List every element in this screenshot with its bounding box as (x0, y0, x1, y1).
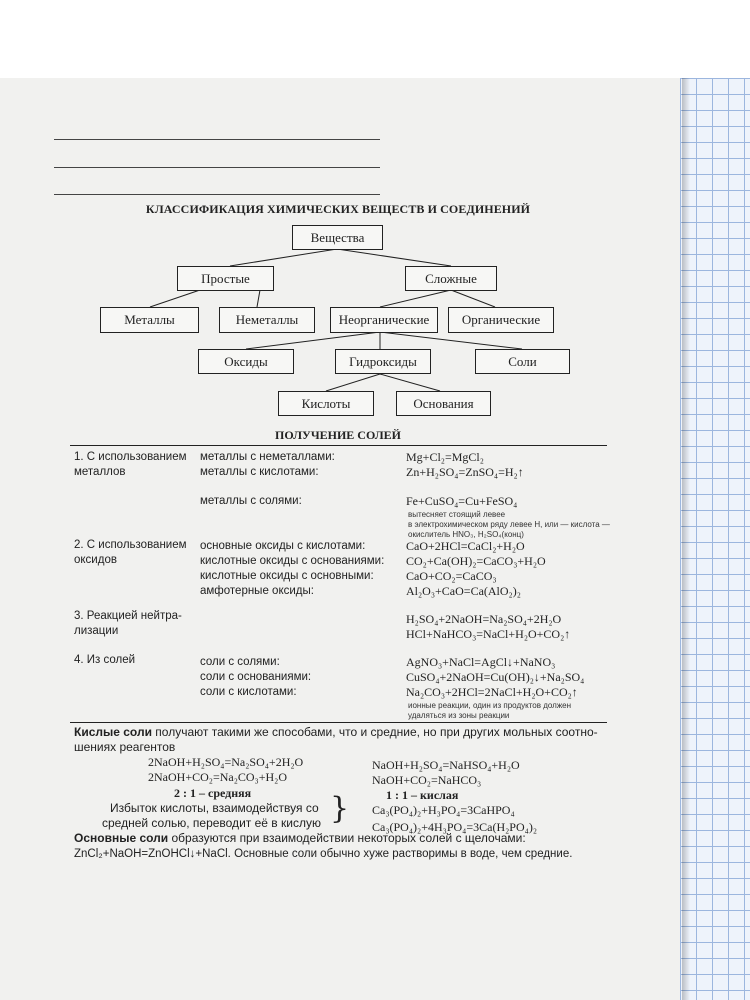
acid-salts-right-eq-3: Ca₃(PO₄)₂+H₃PO₄=3CaHPO₄ (372, 803, 515, 817)
node-organic: Органические (448, 307, 554, 333)
node-metals: Металлы (100, 307, 199, 333)
acid-salts-right-eq-4: Ca₃(PO₄)₂+4H₃PO₄=3Ca(H₂PO₄)₂ (372, 820, 537, 834)
basic-salts-paragraph (74, 831, 526, 846)
method-2-desc-4: амфотерные оксиды: (200, 585, 314, 597)
page-title: КЛАССИФИКАЦИЯ ХИМИЧЕСКИХ ВЕЩЕСТВ И СОЕДИНЕНИЙ (145, 202, 531, 216)
ratio-acidic: 1 : 1 – кислая (386, 788, 459, 802)
ratio-medium: 2 : 1 – средняя (174, 786, 252, 800)
method-1-desc-2: металлы с кислотами: (200, 466, 319, 478)
method-2-desc-3: кислотные оксиды с основными: (200, 570, 374, 582)
basic-salts-text: образуются при взаимодействии некоторых солей с щелочами: (168, 831, 526, 845)
method-1-desc-1: металлы с неметаллами: (200, 451, 335, 463)
method-1-name: 1. С использованием (74, 451, 187, 463)
method-2-name: 2. С использованием (74, 539, 187, 551)
excess-acid-text-1: Избыток кислоты, взаимодействуя со (110, 801, 319, 815)
section-title-salts: ПОЛУЧЕНИЕ СОЛЕЙ (275, 428, 401, 442)
method-4-note-1: ионные реакции, один из продуктов должен (408, 701, 572, 710)
acid-salts-text: получают такими же способами, что и средние, но при других мольных соотно- (151, 725, 598, 739)
method-4-formula-1: AgNO₃+NaCl=AgCl↓+NaNO₃ (406, 655, 556, 669)
node-salts: Соли (475, 349, 570, 374)
acid-salts-left-eq-2: 2NaOH+CO₂=Na₂CO₃+H₂O (148, 770, 288, 784)
method-2-formula-1: CaO+2HCl=CaCl₂+H₂O (406, 539, 525, 553)
method-1-formula-2: Zn+H₂SO₄=ZnSO₄=H₂↑ (406, 465, 524, 479)
method-4-note-2: удаляться из зоны реакции (408, 711, 510, 720)
node-substances: Вещества (292, 225, 383, 250)
method-1-formula-3: Fe+CuSO₄=Cu+FeSO₄ (406, 494, 518, 508)
acid-salts-paragraph (74, 725, 598, 740)
method-3-formula-2: HCl+NaHCO₃=NaCl+H₂O+CO₂↑ (406, 627, 571, 641)
acid-salts-right-eq-1: NaOH+H₂SO₄=NaHSO₄+H₂O (372, 758, 520, 772)
basic-salts-text-cont: ZnCl₂+NaOH=ZnOHCl↓+NaCl. Основные соли обычно хуже растворимы в воде, чем средние. (74, 848, 573, 860)
method-1-formula-1: Mg+Cl₂=MgCl₂ (406, 450, 484, 464)
node-inorganic: Неорганические (330, 307, 438, 333)
method-4-desc-3: соли с кислотами: (200, 686, 297, 698)
section-rule-bottom (70, 722, 607, 723)
method-3-formula-1: H₂SO₄+2NaOH=Na₂SO₄+2H₂O (406, 612, 562, 626)
method-1-name-cont: металлов (74, 466, 126, 478)
acid-salts-text-cont: шениях реагентов (74, 740, 176, 754)
node-nonmetals: Неметаллы (219, 307, 315, 333)
node-complex: Сложные (405, 266, 497, 291)
node-bases: Основания (396, 391, 491, 416)
method-2-formula-2: CO₂+Ca(OH)₂=CaCO₃+H₂O (406, 554, 546, 568)
method-1-note-1: вытесняет стоящий левее (408, 510, 506, 519)
acid-salts-left-eq-1: 2NaOH+H₂SO₄=Na₂SO₄+2H₂O (148, 755, 304, 769)
method-4-desc-1: соли с солями: (200, 656, 280, 668)
method-3-name-cont: лизации (74, 625, 119, 637)
method-2-name-cont: оксидов (74, 554, 117, 566)
section-rule-top (70, 445, 607, 446)
method-1-note-2: в электрохимическом ряду левее H, или — кислота — (408, 520, 610, 529)
acid-salts-right-eq-2: NaOH+CO₂=NaHCO₃ (372, 773, 482, 787)
curly-brace: } (330, 791, 350, 826)
method-3-name: 3. Реакцией нейтра- (74, 610, 182, 622)
node-hydroxides: Гидроксиды (335, 349, 431, 374)
node-oxides: Оксиды (198, 349, 294, 374)
node-acids: Кислоты (278, 391, 374, 416)
method-1-note-3: окислитель HNO₃, H₂SO₄(конц) (408, 530, 524, 539)
method-2-formula-4: Al₂O₃+CaO=Ca(AlO₂)₂ (406, 584, 521, 598)
acid-salts-term: Кислые соли (74, 725, 152, 739)
method-4-formula-3: Na₂CO₃+2HCl=2NaCl+H₂O+CO₂↑ (406, 685, 578, 699)
method-4-name: 4. Из солей (74, 654, 136, 666)
method-2-formula-3: CaO+CO₂=CaCO₃ (406, 569, 497, 583)
excess-acid-text-2: средней солью, переводит её в кислую (102, 816, 321, 830)
method-4-formula-2: CuSO₄+2NaOH=Cu(OH)₂↓+Na₂SO₄ (406, 670, 585, 684)
method-2-desc-1: основные оксиды с кислотами: (200, 540, 366, 552)
node-simple: Простые (177, 266, 274, 291)
method-4-desc-2: соли с основаниями: (200, 671, 312, 683)
method-2-desc-2: кислотные оксиды с основаниями: (200, 555, 385, 567)
basic-salts-term: Основные соли (74, 831, 169, 845)
method-1-desc-3: металлы с солями: (200, 495, 302, 507)
